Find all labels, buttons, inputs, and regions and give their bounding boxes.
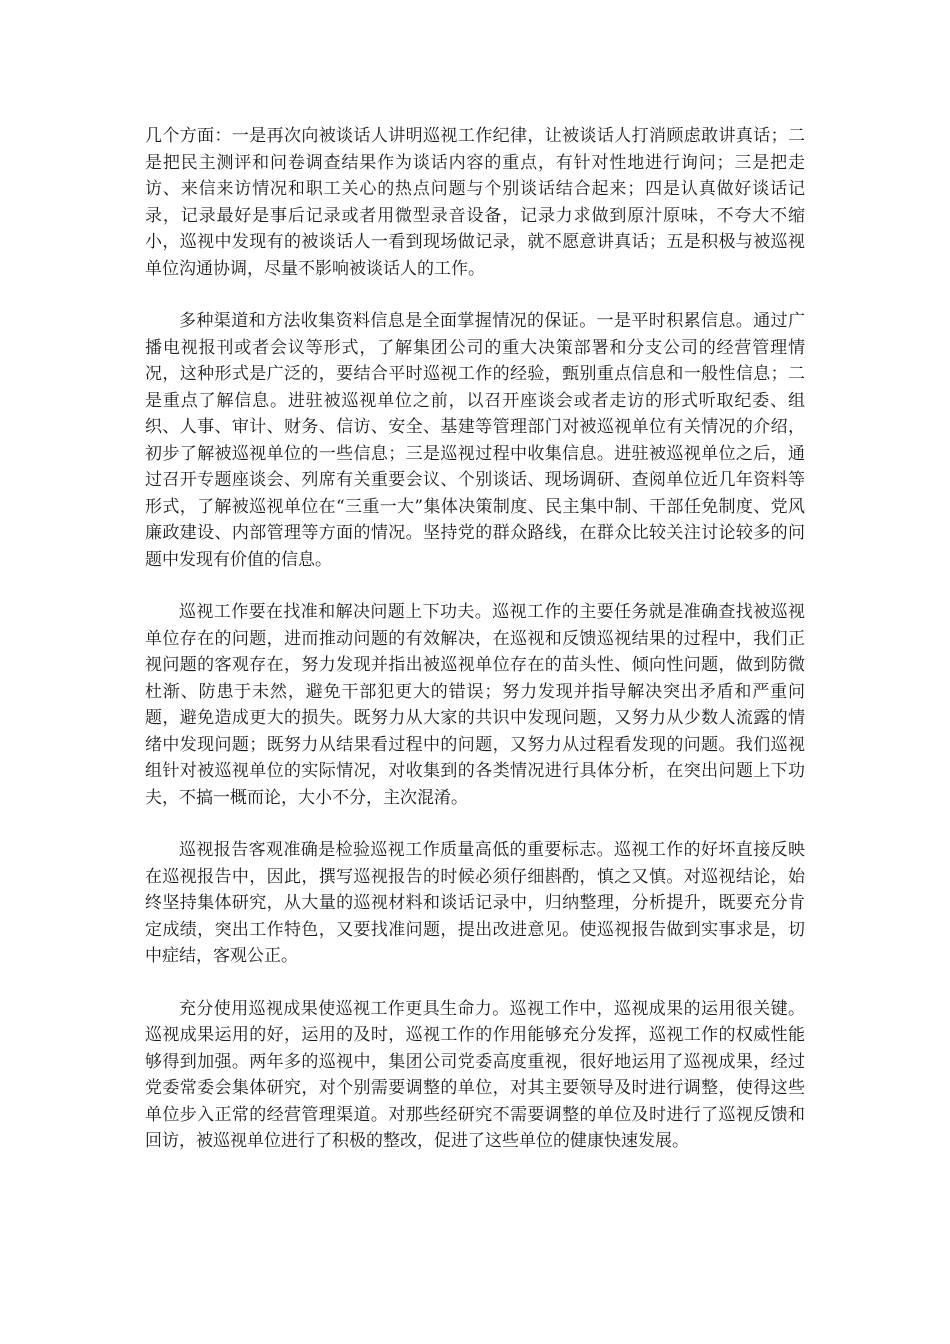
paragraph-4: 巡视报告客观准确是检验巡视工作质量高低的重要标志。巡视工作的好坏直接反映在巡视报告中，因此，撰写巡视报告的时候必须仔细斟酌，慎之又慎。对巡视结论，始终坚持集体研究，从大量的巡视材料和谈话记录中，归纳整理，分析提升，既要充分肯定成绩，突出工作特色，又要找准问题，提出改进意见。使巡视报告做到实事求是，切中症结，客观公正。 bbox=[145, 840, 805, 966]
paragraph-2: 多种渠道和方法收集资料信息是全面掌握情况的保证。一是平时积累信息。通过广播电视报刊或者会议等形式，了解集团公司的重大决策部署和分支公司的经营管理情况，这种形式是广泛的，要结合平时巡视工作的经验，甄别重点信息和一般性信息；二是重点了解信息。进驻被巡视单位之前，以召开座谈会或者走访的形式听取纪委、组织、人事、审计、财务、信访、安全、基建等管理部门对被巡视单位有关情况的介绍，初步了解被巡视单位的一些信息；三是巡视过程中收集信息。进驻被巡视单位之后，通过召开专题座谈会、列席有关重要会议、个别谈话、现场调研、查阅单位近几年资料等形式，了解被巡视单位在“三重一大”集体决策制度、民主集中制、干部任免制度、党风廉政建设、内部管理等方面的情况。坚持党的群众路线，在群众比较关注讨论较多的问题中发现有价值的信息。 bbox=[145, 311, 805, 570]
paragraph-spacer bbox=[145, 811, 805, 837]
paragraph-spacer bbox=[145, 282, 805, 308]
paragraph-spacer bbox=[145, 970, 805, 996]
paragraph-spacer bbox=[145, 573, 805, 599]
paragraph-5: 充分使用巡视成果使巡视工作更具生命力。巡视工作中，巡视成果的运用很关键。巡视成果运用的好，运用的及时，巡视工作的作用能够充分发挥，巡视工作的权威性能够得到加强。两年多的巡视中，集团公司党委高度重视，很好地运用了巡视成果，经过党委常委会集体研究，对个别需要调整的单位，对其主要领导及时进行调整，使得这些单位步入正常的经营管理渠道。对那些经研究不需要调整的单位及时进行了巡视反馈和回访，被巡视单位进行了积极的整改，促进了这些单位的健康快速发展。 bbox=[145, 998, 805, 1151]
paragraph-1: 几个方面：一是再次向被谈话人讲明巡视工作纪律，让被谈话人打消顾虑敢讲真话；二是把民主测评和问卷调查结果作为谈话内容的重点，有针对性地进行询问；三是把走访、来信来访情况和职工关心的热点问题与个别谈话结合起来；四是认真做好谈话记录，记录最好是事后记录或者用微型录音设备，记录力求做到原汁原味，不夸大不缩小，巡视中发现有的被谈话人一看到现场做记录，就不愿意讲真话；五是积极与被巡视单位沟通协调，尽量不影响被谈话人的工作。 bbox=[145, 126, 805, 279]
document-body bbox=[145, 123, 805, 1155]
paragraph-3: 巡视工作要在找准和解决问题上下功夫。巡视工作的主要任务就是准确查找被巡视单位存在的问题，进而推动问题的有效解决，在巡视和反馈巡视结果的过程中，我们正视问题的客观存在，努力发现并指出被巡视单位存在的苗头性、倾向性问题，做到防微杜渐、防患于未然，避免干部犯更大的错误；努力发现并指导解决突出矛盾和严重问题，避免造成更大的损失。既努力从大家的共识中发现问题，又努力从少数人流露的情绪中发现问题；既努力从结果看过程中的问题，又努力从过程看发现的问题。我们巡视组针对被巡视单位的实际情况，对收集到的各类情况进行具体分析，在突出问题上下功夫，不搞一概而论，大小不分，主次混淆。 bbox=[145, 602, 805, 808]
